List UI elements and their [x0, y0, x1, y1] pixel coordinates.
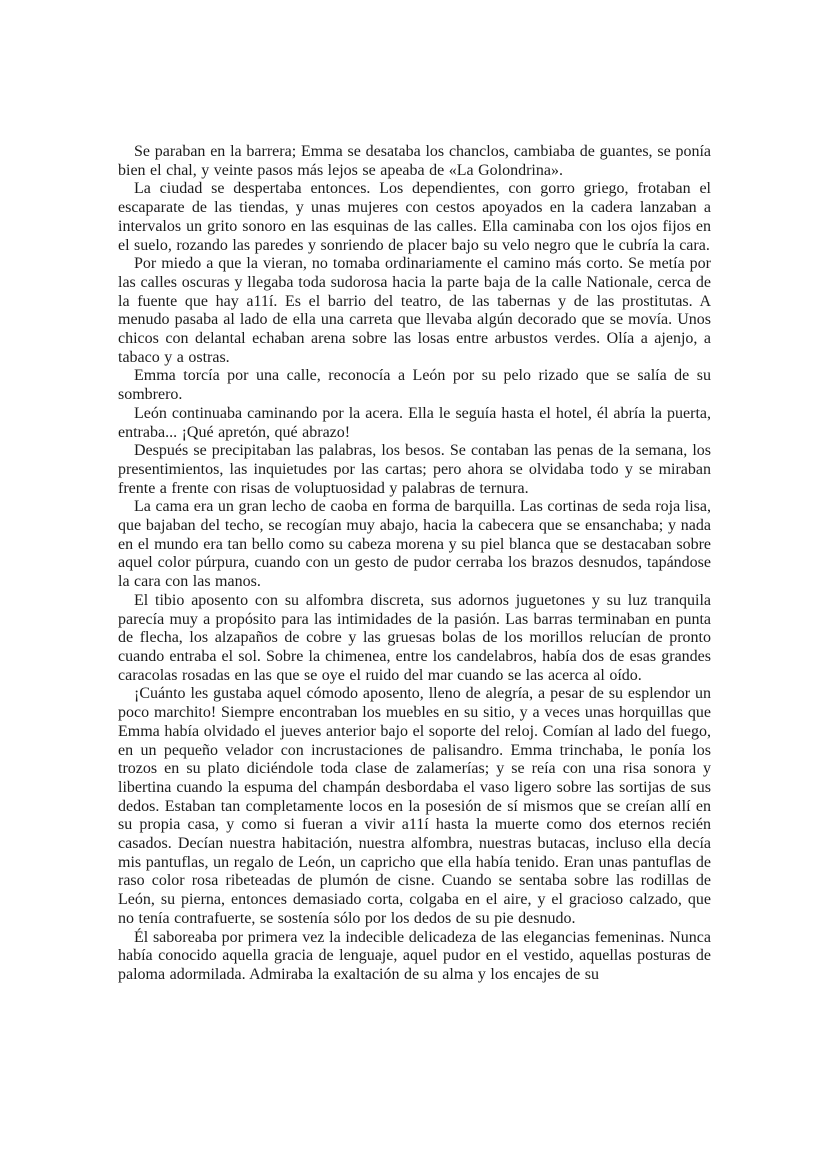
paragraph: La cama era un gran lecho de caoba en forma de barquilla. Las cortinas de seda roja lisa, que bajaban del techo, se recogían muy abajo, hacia la cabecera que se ensanchaba; y nada en el mundo era tan bello como su cabeza morena y su piel blanca que se destacaban sobre aquel color púrpura, cuando con un gesto de pudor cerraba los brazos desnudos, tapándose la cara con las manos. [118, 498, 711, 591]
paragraph: Por miedo a que la vieran, no tomaba ordinariamente el camino más corto. Se metía por las calles oscuras y llegaba toda sudorosa hacia la parte baja de la calle Nationale, cerca de la fuente que hay a11í. Es el barrio del teatro, de las tabernas y de las prostitutas. A menudo pasaba al lado de ella una carreta que llevaba algún decorado que se movía. Unos chicos con delantal echaban arena sobre las losas entre arbustos verdes. Olía a ajenjo, a tabaco y a ostras. [118, 255, 711, 366]
paragraph: Él saboreaba por primera vez la indecible delicadeza de las elegancias femeninas. Nunca había conocido aquella gracia de lenguaje, aquel pudor en el vestido, aquellas posturas de paloma adormilada. Admiraba la exaltación de su alma y los encajes de su [118, 928, 711, 983]
text-block [118, 143, 711, 985]
paragraph: El tibio aposento con su alfombra discreta, sus adornos juguetones y su luz tranquila parecía muy a propósito para las intimidades de la pasión. Las barras terminaban en punta de flecha, los alzapaños de cobre y las gruesas bolas de los morillos relucían de pronto cuando entraba el sol. Sobre la chimenea, entre los candelabros, había dos de esas grandes caracolas rosadas en las que se oye el ruido del mar cuando se las acerca al oído. [118, 591, 711, 684]
paragraph: Emma torcía por una calle, reconocía a León por su pelo rizado que se salía de su sombrero. [118, 367, 711, 404]
paragraph: León continuaba caminando por la acera. Ella le seguía hasta el hotel, él abría la puerta, entraba... ¡Qué apretón, qué abrazo! [118, 404, 711, 441]
paragraph: La ciudad se despertaba entonces. Los dependientes, con gorro griego, frotaban el escaparate de las tiendas, y unas mujeres con cestos apoyados en la cadera lanzaban a intervalos un grito sonoro en las esquinas de las calles. Ella caminaba con los ojos fijos en el suelo, rozando las paredes y sonriendo de placer bajo su velo negro que le cubría la cara. [118, 180, 711, 254]
paragraph: Se paraban en la barrera; Emma se desataba los chanclos, cambiaba de guantes, se ponía bien el chal, y veinte pasos más lejos se apeaba de «La Golondrina». [118, 143, 711, 179]
paragraph: ¡Cuánto les gustaba aquel cómodo aposento, lleno de alegría, a pesar de su esplendor un poco marchito! Siempre encontraban los muebles en su sitio, y a veces unas horquillas que Emma había olvidado el jueves anterior bajo el soporte del reloj. Comían al lado del fuego, en un pequeño velador con incrustaciones de palisandro. Emma trinchaba, le ponía los trozos en su plato diciéndole toda clase de zalamerías; y se reía con una risa sonora y libertina cuando la espuma del champán desbordaba el vaso ligero sobre las sortijas de sus dedos. Estaban tan completamente locos en la posesión de sí mismos que se creían allí en su propia casa, y como si fueran a vivir a11í hasta la muerte como dos eternos recién casados. Decían nuestra habitación, nuestra alfombra, nuestras butacas, incluso ella decía mis pantuflas, un regalo de León, un capricho que ella había tenido. Eran unas pantuflas de raso color rosa ribeteadas de plumón de cisne. Cuando se sentaba sobre las rodillas de León, su pierna, entonces demasiado corta, colgaba en el aire, y el gracioso calzado, que no tenía contrafuerte, se sostenía sólo por los dedos de su pie desnudo. [118, 685, 711, 927]
paragraph: Después se precipitaban las palabras, los besos. Se contaban las penas de la semana, los presentimientos, las inquietudes por las cartas; pero ahora se olvidaba todo y se miraban frente a frente con risas de voluptuosidad y palabras de ternura. [118, 442, 711, 497]
